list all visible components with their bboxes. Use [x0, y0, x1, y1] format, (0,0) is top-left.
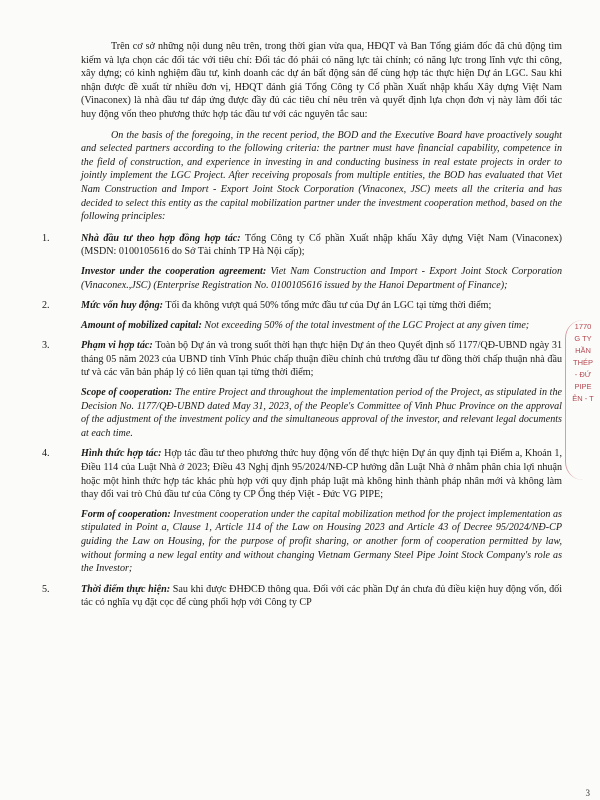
- item-vietnamese: [81, 447, 562, 501]
- item-en-text: Not exceeding 50% of the total investment of the LGC Project at any given time;: [201, 319, 530, 331]
- item-vietnamese: [81, 583, 562, 610]
- item-vi-label: Mức vốn huy động:: [81, 300, 164, 312]
- stamp-text: G TY: [574, 334, 592, 343]
- item-vi-text: Hợp tác đầu tư theo phương thức huy động vốn để thực hiện Dự án quy định tại Điểm a, Khoản 1, Điều 114 của Luật Nhà ở 2023; Điều 43 Nghị định 95/2024/NĐ-CP hướng dẫn Luật Nhà ở nhằm phân chia lợi nhuận hoặc một hình thức hợp tác khác phù hợp với quy định pháp luật mà không hình thành pháp nhân mới và không làm thay đổi vai trò Chủ đầu tư của Công ty CP Ống thép Việt - Đức VG PIPE;: [81, 448, 563, 501]
- item-en-text: Viet Nam Construction and Import - Export Joint Stock Corporation (Vinaconex.,JSC) (Enterprise Registration No. 0100105616 issued by the Hanoi Department of Finance);: [81, 265, 562, 291]
- item-en-label: Scope of cooperation:: [81, 387, 173, 399]
- principles-list: [42, 232, 563, 610]
- principle-item: [42, 447, 563, 575]
- item-english: [81, 265, 562, 292]
- item-vi-text: Tổng Công ty Cổ phần Xuất nhập khẩu Xây dựng Việt Nam (Vinaconex) (MSDN: 0100105616 do Sở Tài chính TP Hà Nội cấp);: [81, 232, 562, 258]
- principle-item: [42, 583, 563, 610]
- principle-item: [42, 299, 562, 332]
- stamp-text: THÉP: [572, 358, 593, 367]
- item-en-text: Investment cooperation under the capital mobilization method for the project implementation as stipulated in Point a, Clause 1, Article 114 of the Law on Housing 2023 and Article 43 of Decree 95/2024/NĐ-CP guiding the Law on Housing, for the purpose of profit sharing, or another form of cooperation permitted by law, without forming a new legal entity and without changing Vietnam Germany Steel Pipe Joint Stock Company's role as the Investor;: [81, 508, 562, 575]
- document-body: [42, 40, 563, 617]
- stamp-text: PIPE: [574, 382, 592, 391]
- item-vi-label: Nhà đầu tư theo hợp đồng hợp tác:: [81, 232, 241, 244]
- item-vi-text: Sau khi được ĐHĐCĐ thông qua. Đối với các phần Dự án chưa đủ điều kiện huy động vốn, đối tác có nghĩa vụ đặt cọc để cùng phối hợp với Công ty CP: [81, 583, 563, 609]
- item-vi-label: Phạm vi hợp tác:: [81, 340, 153, 352]
- item-vi-text: Tối đa không vượt quá 50% tổng mức đầu tư của Dự án LGC tại từng thời điểm;: [163, 300, 492, 312]
- item-number: 2.: [42, 300, 50, 312]
- item-number: 5.: [42, 583, 50, 595]
- item-vi-text: Toàn bộ Dự án và trong suốt thời hạn thực hiện Dự án theo Quyết định số 1177/QĐ-UBND ngày 31 tháng 05 năm 2023 của UBND tỉnh Vĩnh Phúc chấp thuận điều chỉnh chủ trương đầu tư đồng thời chấp thuận nhà đầu tư và các văn bản pháp lý có liên quan tại từng thời điểm;: [81, 340, 563, 379]
- intro-paragraph-english: On the basis of the foregoing, in the recent period, the BOD and the Executive Board have proactively sought and selected partners according to the following criteria: the partner must have financial capability, competence in the field of construction, and experience in investing in and conducting business in real estate projects in order to jointly implement the LGC Project. After receiving proposals from multiple entities, the BOD has evaluated that Viet Nam Construction and Import - Export Joint Stock Corporation (Vinaconex, JSC) meets all the criteria and has decided to select this entity as the capital mobilization partner under the investment cooperation method, based on the following principles:: [81, 129, 562, 223]
- stamp-text: - ĐỨ: [574, 370, 592, 379]
- item-vietnamese: [81, 232, 562, 259]
- page-number: 3: [585, 788, 590, 798]
- item-english: [81, 319, 562, 333]
- company-seal-stamp: [565, 320, 600, 480]
- item-en-label: Investor under the cooperation agreement:: [81, 265, 267, 277]
- item-vietnamese: [81, 339, 562, 380]
- item-number: 4.: [42, 448, 50, 460]
- item-vi-label: Thời điểm thực hiện:: [81, 583, 171, 595]
- item-number: 3.: [42, 340, 50, 352]
- stamp-text: ÊN - T: [572, 394, 594, 403]
- stamp-text: 1770: [574, 322, 592, 331]
- stamp-text: HẦN: [575, 346, 591, 355]
- item-en-text: The entire Project and throughout the implementation period of the Project, as stipulated in the Decision No. 1177/QĐ-UBND dated May 31, 2023, of the People's Committee of Vinh Phuc Province on the approval of the adjustment of the investment policy and the simultaneous approval of the investor, and relevant legal documents at each time.: [81, 387, 562, 439]
- item-en-label: Amount of mobilized capital:: [81, 319, 202, 331]
- principle-item: [42, 339, 563, 440]
- item-en-label: Form of cooperation:: [81, 508, 171, 520]
- intro-paragraph-vietnamese: Trên cơ sở những nội dung nêu trên, trong thời gian vừa qua, HĐQT và Ban Tổng giám đốc đã chủ động tìm kiếm và lựa chọn các đối tác với tiêu chí: Đối tác đó phải có năng lực tài chính; có năng lực trong lĩnh vực thi công, xây dựng; có kinh nghiệm đầu tư, kinh doanh các dự án bất động sản để cùng hợp tác thực hiện Dự án LGC. Sau khi nhận được đề xuất từ nhiều đơn vị, HĐQT đánh giá Tổng Công ty Cổ phần Xuất nhập khẩu Xây dựng Việt Nam (Vinaconex) là nhà đầu tư đáp ứng được đầy đủ các tiêu chí nêu trên và quyết định lựa chọn đơn vị này làm đối tác huy động vốn theo phương thức hợp tác đầu tư với các nguyên tắc sau:: [81, 41, 562, 120]
- item-english: [81, 508, 562, 576]
- item-vietnamese: [81, 299, 562, 313]
- item-english: [81, 386, 562, 440]
- principle-item: [42, 232, 562, 292]
- item-number: 1.: [42, 232, 50, 244]
- item-vi-label: Hình thức hợp tác:: [81, 448, 162, 460]
